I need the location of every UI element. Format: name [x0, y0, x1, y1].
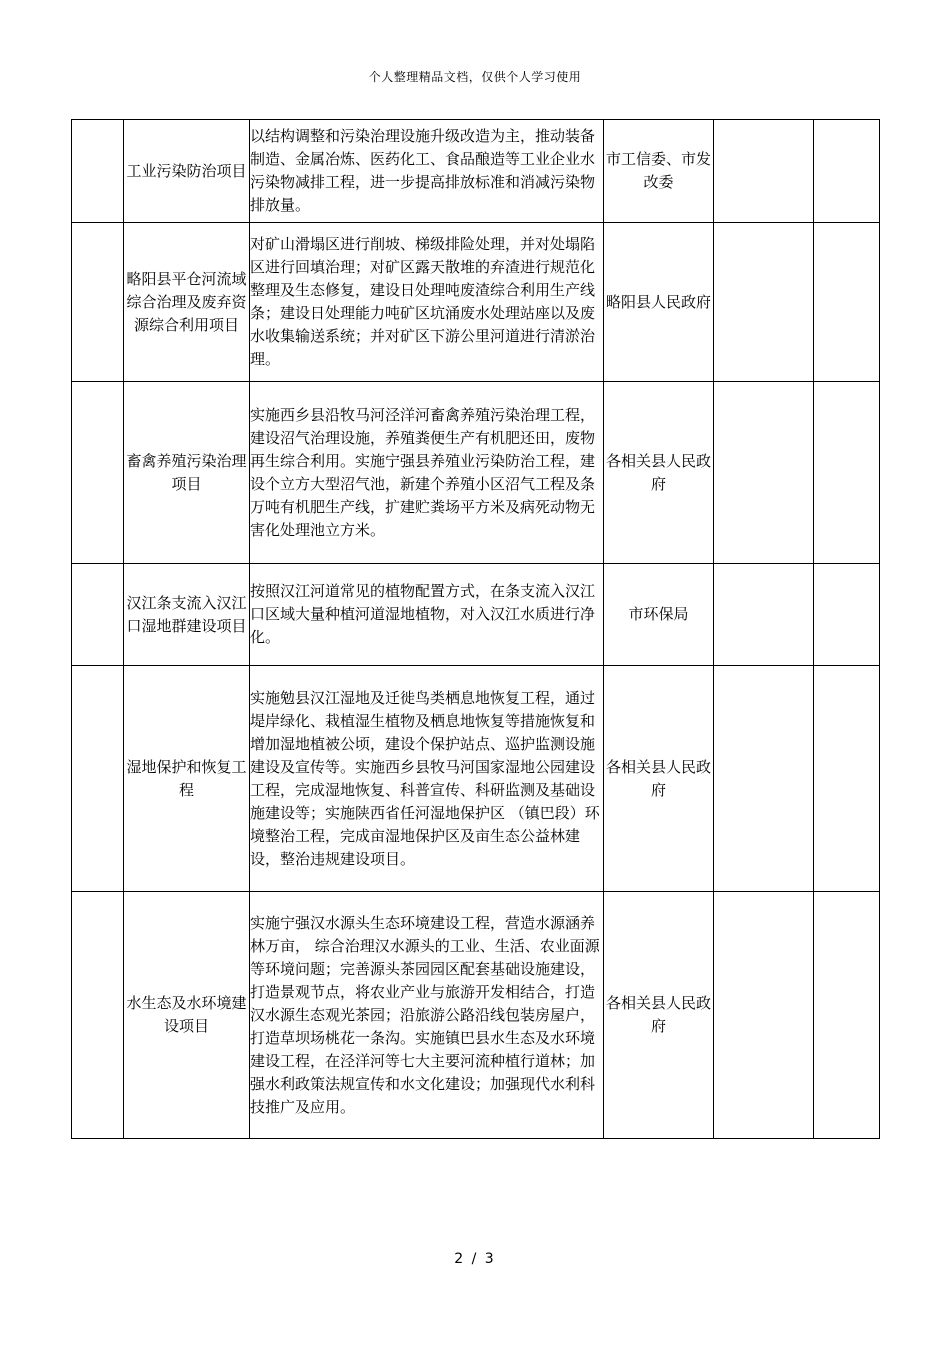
project-content-cell: 对矿山滑塌区进行削坡、梯级排险处理，并对处塌陷区进行回填治理；对矿区露天散堆的弃渣进行规范化整理及生态修复，建设日处理吨废渣综合利用生产线条；建设日处理能力吨矿区坑涌废水处理站座以及废水收集输送系统；并对矿区下游公里河道进行清淤治理。	[250, 223, 604, 382]
responsible-dept-cell: 各相关县人民政府	[604, 666, 714, 892]
responsible-dept-cell: 各相关县人民政府	[604, 382, 714, 564]
project-name-cell: 湿地保护和恢复工程	[124, 666, 250, 892]
empty-cell	[714, 666, 814, 892]
project-name-cell: 略阳县平仓河流域综合治理及废弃资源综合利用项目	[124, 223, 250, 382]
responsible-dept-cell: 市工信委、市发改委	[604, 120, 714, 223]
table-row	[72, 223, 880, 382]
responsible-dept-cell: 略阳县人民政府	[604, 223, 714, 382]
table-row	[72, 382, 880, 564]
project-name-cell: 工业污染防治项目	[124, 120, 250, 223]
empty-cell	[814, 564, 880, 666]
project-content-cell: 实施西乡县沿牧马河泾洋河畜禽养殖污染治理工程，建设沼气治理设施，养殖粪便生产有机肥还田，废物再生综合利用。实施宁强县养殖业污染防治工程，建设个立方大型沼气池，新建个养殖小区沼气工程及条万吨有机肥生产线，扩建贮粪场平方米及病死动物无害化处理池立方米。	[250, 382, 604, 564]
empty-cell	[714, 223, 814, 382]
table-row	[72, 666, 880, 892]
empty-cell	[714, 120, 814, 223]
table-row	[72, 892, 880, 1139]
index-cell	[72, 382, 124, 564]
project-content-cell: 以结构调整和污染治理设施升级改造为主，推动装备制造、金属冶炼、医药化工、食品酿造等工业企业水污染物减排工程，进一步提高排放标准和消减污染物排放量。	[250, 120, 604, 223]
responsible-dept-cell: 各相关县人民政府	[604, 892, 714, 1139]
project-content-cell: 按照汉江河道常见的植物配置方式，在条支流入汉江口区域大量种植河道湿地植物，对入汉江水质进行净化。	[250, 564, 604, 666]
table-row	[72, 564, 880, 666]
page-number: 2 / 3	[454, 1251, 496, 1267]
index-cell	[72, 666, 124, 892]
empty-cell	[814, 666, 880, 892]
project-name-cell: 畜禽养殖污染治理项目	[124, 382, 250, 564]
empty-cell	[714, 382, 814, 564]
responsible-dept-cell: 市环保局	[604, 564, 714, 666]
empty-cell	[714, 564, 814, 666]
project-content-cell: 实施勉县汉江湿地及迁徙鸟类栖息地恢复工程，通过堤岸绿化、栽植湿生植物及栖息地恢复等措施恢复和增加湿地植被公顷，建设个保护站点、巡护监测设施建设及宣传等。实施西乡县牧马河国家湿地公园建设工程，完成湿地恢复、科普宣传、科研监测及基础设施建设等；实施陕西省任河湿地保护区 （镇巴段）环境整治工程，完成亩湿地保护区及亩生态公益林建设，整治违规建设项目。	[250, 666, 604, 892]
table-row	[72, 120, 880, 223]
project-content-cell: 实施宁强汉水源头生态环境建设工程，营造水源涵养林万亩， 综合治理汉水源头的工业、生活、农业面源等环境问题；完善源头茶园园区配套基础设施建设，打造景观节点，将农业产业与旅游开发相结合，打造汉水源生态观光茶园；沿旅游公路沿线包装房屋户，打造草坝场桃花一条沟。实施镇巴县水生态及水环境建设工程，在泾洋河等七大主要河流种植行道林；加强水利政策法规宣传和水文化建设；加强现代水利科技推广及应用。	[250, 892, 604, 1139]
index-cell	[72, 564, 124, 666]
projects-table	[71, 119, 880, 1139]
empty-cell	[814, 120, 880, 223]
empty-cell	[814, 223, 880, 382]
empty-cell	[814, 382, 880, 564]
index-cell	[72, 223, 124, 382]
empty-cell	[814, 892, 880, 1139]
index-cell	[72, 120, 124, 223]
empty-cell	[714, 892, 814, 1139]
project-name-cell: 汉江条支流入汉江口湿地群建设项目	[124, 564, 250, 666]
page-header-note: 个人整理精品文档，仅供个人学习使用	[368, 70, 582, 84]
project-name-cell: 水生态及水环境建设项目	[124, 892, 250, 1139]
index-cell	[72, 892, 124, 1139]
